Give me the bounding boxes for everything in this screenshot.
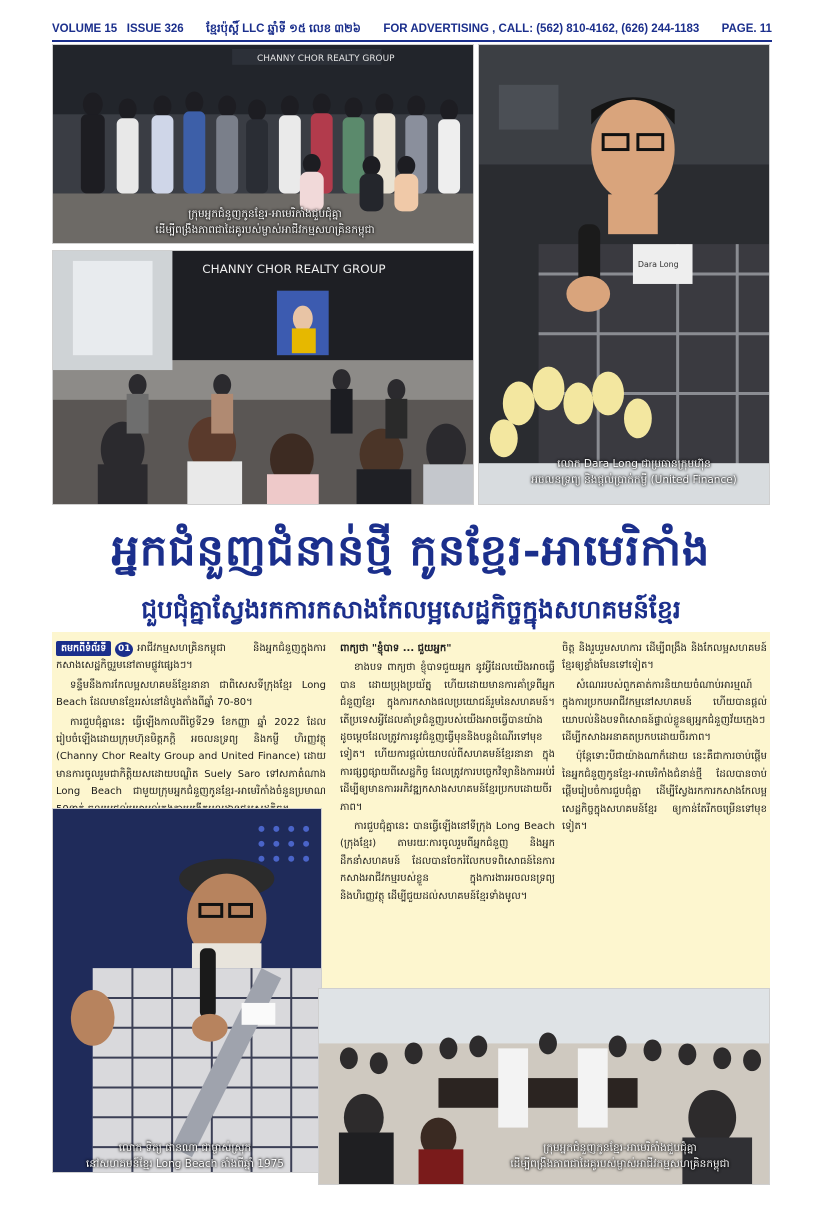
elder-caption [70,1140,300,1172]
event-room-photo [52,250,474,505]
speaker-photo [478,44,770,505]
article-paragraph: សំណេររបស់ពួកគាត់ការនិយាយចំណាប់អារម្មណ៍ ក្នុងការប្រកបអាជីវកម្មនៅសហគមន៍ ហើយបានផ្ដល់យោបល់និងបទពិសោធន៍ផ្ទាល់ខ្លួនឲ្យអ្នកជំនួញវ័យក្មេងៗ ដើម្បីកសាងអនាគតប្រកបដោយចីរភាព។ [562,679,767,744]
issue-label: ISSUE 326 [126,23,184,35]
article-paragraph: ការជួបជុំគ្នានេះ ធ្វើឡើងកាលពីថ្ងៃទី29 ខែកញ្ញា ឆ្នាំ 2022 ដែលរៀបចំឡើងដោយក្រុមហ៊ុនមិត្តភក្តិ អចលនទ្រព្យ និងកម្ចី ហិរញ្ញវត្ថុ (Channy Chor Realty Group and United Finance) ដោយមានការចូលរួមជាកិត្តិយសដោយបណ្ឌិត Suely Saro ទៅសភាតំណាង Long Beach ជាមួយក្រុមអ្នកជំនួញកូនខ្មែរ-អាមេរិកាំងចំនួនប្រមាណ [56,716,326,798]
event-room-sign: CHANNY CHOR REALTY GROUP [202,261,386,276]
article-paragraph: អាជីវកម្មសហគ្រិនកម្ពុជា និងអ្នកជំនួញក្នុងការកសាងសេដ្ឋកិច្ចរួមនៅតាមផ្លូវផ្សេងៗ។ [56,643,326,672]
elder-caption-line2: នៅសហគមន៍ខ្មែរ Long Beach តាំងពីឆ្នាំ 1975 [86,1158,284,1170]
brand-label: ខ្មែរប៉ុស្ដិ៍ LLC ឆ្នាំទី ១៥ លេខ ៣២៦ [206,22,361,35]
article-column-2 [340,640,555,995]
volume-issue [52,23,184,35]
main-headline: អ្នកជំនួញជំនាន់ថ្មី កូនខ្មែរ-អាមេរិកាំង [111,526,711,576]
newspaper-header [52,18,772,40]
elder-caption-line1: លោក ទិត្យ ផានណា ជាម្ចាស់ស្រុក [118,1142,252,1154]
article-column-1 [56,640,326,800]
advertising-label: FOR ADVERTISING , CALL: (562) 810-4162, (626) 244-1183 [383,23,700,35]
page-number: PAGE. 11 [721,23,772,35]
group-photo-caption [110,206,420,238]
meeting-caption-line2: ដើម្បីពង្រឹងភាពជាដៃគូរបស់ម្ចាស់អាជីវកម្មសហគ្រិនកម្ពុជា [510,1158,730,1170]
article-paragraph: ខាងបទ ពាក្យថា ខ្ញុំបាទជួយអ្នក នូវអ្វីដែលយើងអាចធ្វើបាន ដោយប្រុងប្រយ័ត្ន ហើយដោយមានការគាំទ្រពីអ្នកជំនួញខ្មែរ ក្នុងការកសាងផលប្រយោជន៍រួមនៃសហគមន៍។ តើប្រទេសអ្វីដែលគាំទ្រជំនួញរបស់យើងអាចធ្វើបានយ៉ាងដូចម្ដេចដែលត្រូវការនូវជំនួញធ្វើមុននិងបន្តដំណើរទៅមុខទៀត។ ហើយការផ្ដល់យោបល់ពីសហគមន៍ខ្មែរនានា ក្នុងការផ្សព្វផ្សាយពីសេដ្ឋកិច្ច ដែលត្រូវការបច្ចេកវិទ្យានិងការអប់រំ ដើម្បីឲ្យមានការអភិវឌ្ឍកសាងសហគមន៍ខ្មែរប្រកបដោយចីរភាព។ [340,662,555,813]
group-photo-caption-line1: ក្រុមអ្នកជំនួញកូនខ្មែរ-អាមេរិកាំងជួបជុំគ្នា [188,208,342,220]
continued-page-number: 01 [115,642,133,657]
article-paragraph: ទន្ទឹមនឹងការកែលម្អសហគមន៍ខ្មែរនានា ជាពិសេសទីក្រុងខ្មែរ Long Beach ដែលមានខ្មែររស់នៅដំបូងតាំងពីឆ្នាំ 70-80។ [56,679,326,709]
meeting-caption-line1: ក្រុមអ្នកជំនួញកូនខ្មែរ-អាមេរិកាំងជួបជុំគ្នា [543,1142,697,1154]
speaker-caption-line2: អចលនទ្រព្យ និងផ្ដល់ប្រាក់កម្ចី (United Finance) [531,474,737,486]
speaker-badge-text: Dara Long [637,260,679,270]
quote-highlight: ពាក្យថា "ខ្ញុំបាទ ... ជួយអ្នក" [340,643,452,654]
continued-tag: តមកពីទំព័រទី [56,641,111,656]
speaker-caption [500,456,768,488]
group-photo-sign: CHANNY CHOR REALTY GROUP [257,53,395,64]
article-paragraph: ប៉ុន្តែទោះបីជាយ៉ាងណាក៏ដោយ នេះគឺជាការចាប់ផ្ដើមនៃអ្នកជំនួញកូនខ្មែរ-អាមេរិកាំងជំនាន់ថ្មី ដែលបានចាប់ផ្ដើមរៀបចំការជួបជុំគ្នា ដើម្បីស្វែងរកការកសាងកែលម្អសេដ្ឋកិច្ចក្នុងសហគមន៍ខ្មែរ ឲ្យកាន់តែរីកចម្រើនទៅមុខទៀត។ [562,751,767,833]
volume-label: VOLUME 15 [52,23,118,35]
sub-headline: ជួបជុំគ្នាស្វែងរកការកសាងកែលម្អសេដ្ឋកិច្ចក្នុងសហគមន៍ខ្មែរ [141,595,681,624]
meeting-caption [470,1140,770,1172]
article-paragraph: ចិត្ត និងរួបរួមសហការ ដើម្បីពង្រឹង និងកែលម្អសហគមន៍ខ្មែរឲ្យខ្លាំងមែនទៅទៀត។ [562,643,767,672]
article-paragraph: ការជួបជុំគ្នានេះ បានធ្វើឡើងនៅទីក្រុង Long Beach (ក្រុងខ្មែរ) តាមរយៈការចូលរួមពីអ្នកជំនួញ និងអ្នកដឹកនាំសហគមន៍ ដែលបានចែករំលែកបទពិសោធន៍នៃការកសាងអាជីវកម្មរបស់ខ្លួន ក្នុងការងារអចលនទ្រព្យ និងហិរញ្ញវត្ថុ ដើម្បីជួយដល់សហគមន៍ខ្មែរទាំងមូល។ [340,821,555,902]
header-rule [52,40,772,42]
group-photo-caption-line2: ដើម្បីពង្រឹងភាពជាដៃគូរបស់ម្ចាស់អាជីវកម្មសហគ្រិនកម្ពុជា [155,224,375,236]
elder-speaker-photo [52,808,322,1173]
speaker-caption-line1: លោក Dara Long ជាប្រធានក្រុមហ៊ុន [557,458,711,470]
article-column-3 [562,640,767,985]
